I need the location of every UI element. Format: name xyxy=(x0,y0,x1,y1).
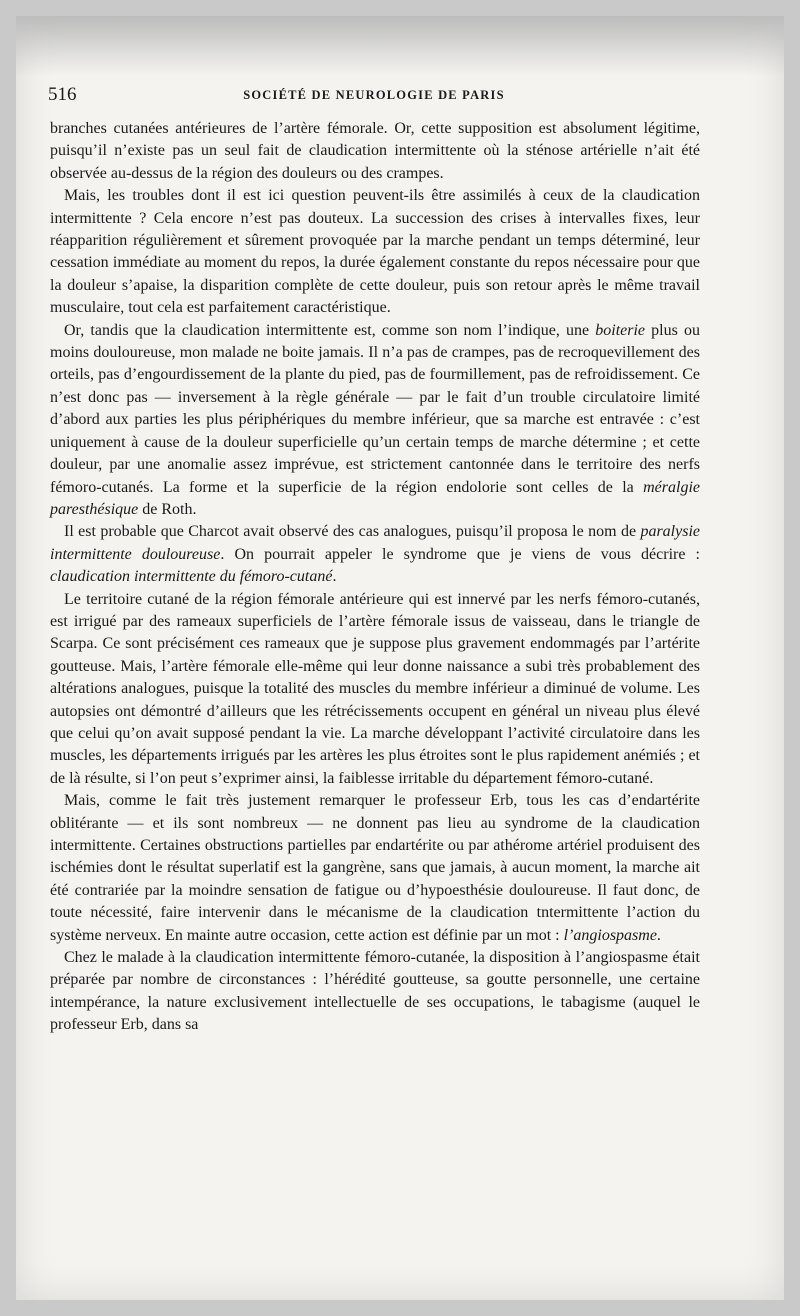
paragraph xyxy=(50,521,700,588)
italic-term: paralysie intermittente douloureuse xyxy=(50,523,700,563)
paragraph xyxy=(50,185,700,319)
scan-shadow xyxy=(16,16,784,76)
body-text xyxy=(50,118,700,1037)
text-run: . xyxy=(656,926,661,944)
text-run: branches cutanées antérieures de l’artère fémorale. Or, cette supposition est absolument légitime, puisqu’il n’existe pas un seul fait de claudication intermittente où la sténose artérielle n’ait été observée au-dessus de la région des douleurs ou des crampes. xyxy=(50,120,700,182)
text-run: Or, tandis que la claudication intermittente est, comme son nom l’indique, une xyxy=(64,321,596,339)
text-run: plus ou moins douloureuse, mon malade ne boite jamais. Il n’a pas de crampes, pas de recroquevillement des orteils, pas d’engourdissement de la plante du pied, pas de fourmillement, pas de refroidissement. Ce n’est donc pas — inversement à la règle générale — par le fait d’un trouble circulatoire limité d’abord aux parties les plus périphériques du membre inférieur, que sa marche est entravée : c’est uniquement à cause de la douleur superficielle qu’un certain temps de marche détermine ; et cette douleur, par une anomalie assez imprévue, est strictement cantonnée dans le territoire des nerfs fémoro-cutanés. La forme et la superficie de la région endolorie sont celles de la xyxy=(50,321,701,496)
text-run: Mais, les troubles dont il est ici question peuvent-ils être assimilés à ceux de la claudication intermittente ? Cela encore n’est pas douteux. La succession des crises à intervalles fixes, leur réapparition régulièrement et sûrement provoquée par la marche pendant un temps déterminé, leur cessation immédiate au moment du repos, la durée également constante du repos nécessaire pour que la douleur s’apaise, la disparition complète de cette douleur, puis son retour après le même travail musculaire, tout cela est parfaitement caractéristique. xyxy=(50,187,700,317)
paragraph xyxy=(50,320,700,522)
page-number: 516 xyxy=(48,84,77,105)
paragraph xyxy=(50,118,700,185)
text-run: Le territoire cutané de la région fémorale antérieure qui est innervé par les nerfs fémoro-cutanés, est irrigué par des rameaux superficiels de l’artère fémorale issus de vaisseau, dans le triangle de Scarpa. Ce sont précisément ces rameaux que je suppose plus gravement endommagés par l’artérite goutteuse. Mais, l’artère fémorale elle-même qui leur donne naissance a subi très probablement des altérations analogues, puisque la totalité des muscles du membre inférieur a diminué de volume. Les autopsies ont démontré d’ailleurs que les rétrécissements occupent en général un niveau plus élevé que celui qu’on avait supposé pendant la vie. La marche développant l’activité circulatoire dans les muscles, les départements irrigués par les artères les plus étroites sont le plus rapidement anémiés ; et de là résulte, si l’on peut s’exprimer ainsi, la faiblesse irritable du département fémoro-cutané. xyxy=(50,590,700,787)
paragraph xyxy=(50,947,700,1037)
text-run: de Roth. xyxy=(138,500,197,518)
text-run: Mais, comme le fait très justement remarquer le professeur Erb, tous les cas d’endartérite oblitérante — et ils sont nombreux — ne donnent pas lieu au syndrome de la claudication intermittente. Certaines obstructions partielles par endartérite ou par athérome artériel produisent des ischémies dont le résultat superlatif est la gangrène, sans que jamais, à aucun moment, la marche ait été contrariée par la moindre sensation de fatigue ou d’hypoesthésie douloureuse. Il faut donc, de toute nécessité, faire intervenir dans le mécanisme de la claudication tntermittente l’action du système nerveux. En mainte autre occasion, cette action est définie par un mot : xyxy=(50,792,700,944)
paragraph xyxy=(50,790,700,947)
italic-term: l’angiospasme xyxy=(563,926,657,944)
italic-term: boiterie xyxy=(595,321,646,339)
italic-term: claudication intermittente du fémoro-cutané xyxy=(50,568,333,586)
paragraph xyxy=(50,589,700,791)
text-run: Chez le malade à la claudication intermittente fémoro-cutanée, la disposition à l’angiospasme était préparée par nombre de circonstances : l’hérédité goutteuse, sa goutte personnelle, une certaine intempérance, la nature exclusivement intellectuelle de ses occupations, le tabagisme (auquel le professeur Erb, dans sa xyxy=(50,949,700,1034)
text-run: Il est probable que Charcot avait observé des cas analogues, puisqu’il proposa le nom de xyxy=(64,523,641,541)
page-header xyxy=(48,84,700,114)
text-run: . xyxy=(332,568,337,586)
italic-term: méralgie paresthésique xyxy=(50,478,700,518)
running-title: SOCIÉTÉ DE NEUROLOGIE DE PARIS xyxy=(243,88,505,102)
text-run: . On pourrait appeler le syndrome que je viens de vous décrire : xyxy=(220,545,701,563)
